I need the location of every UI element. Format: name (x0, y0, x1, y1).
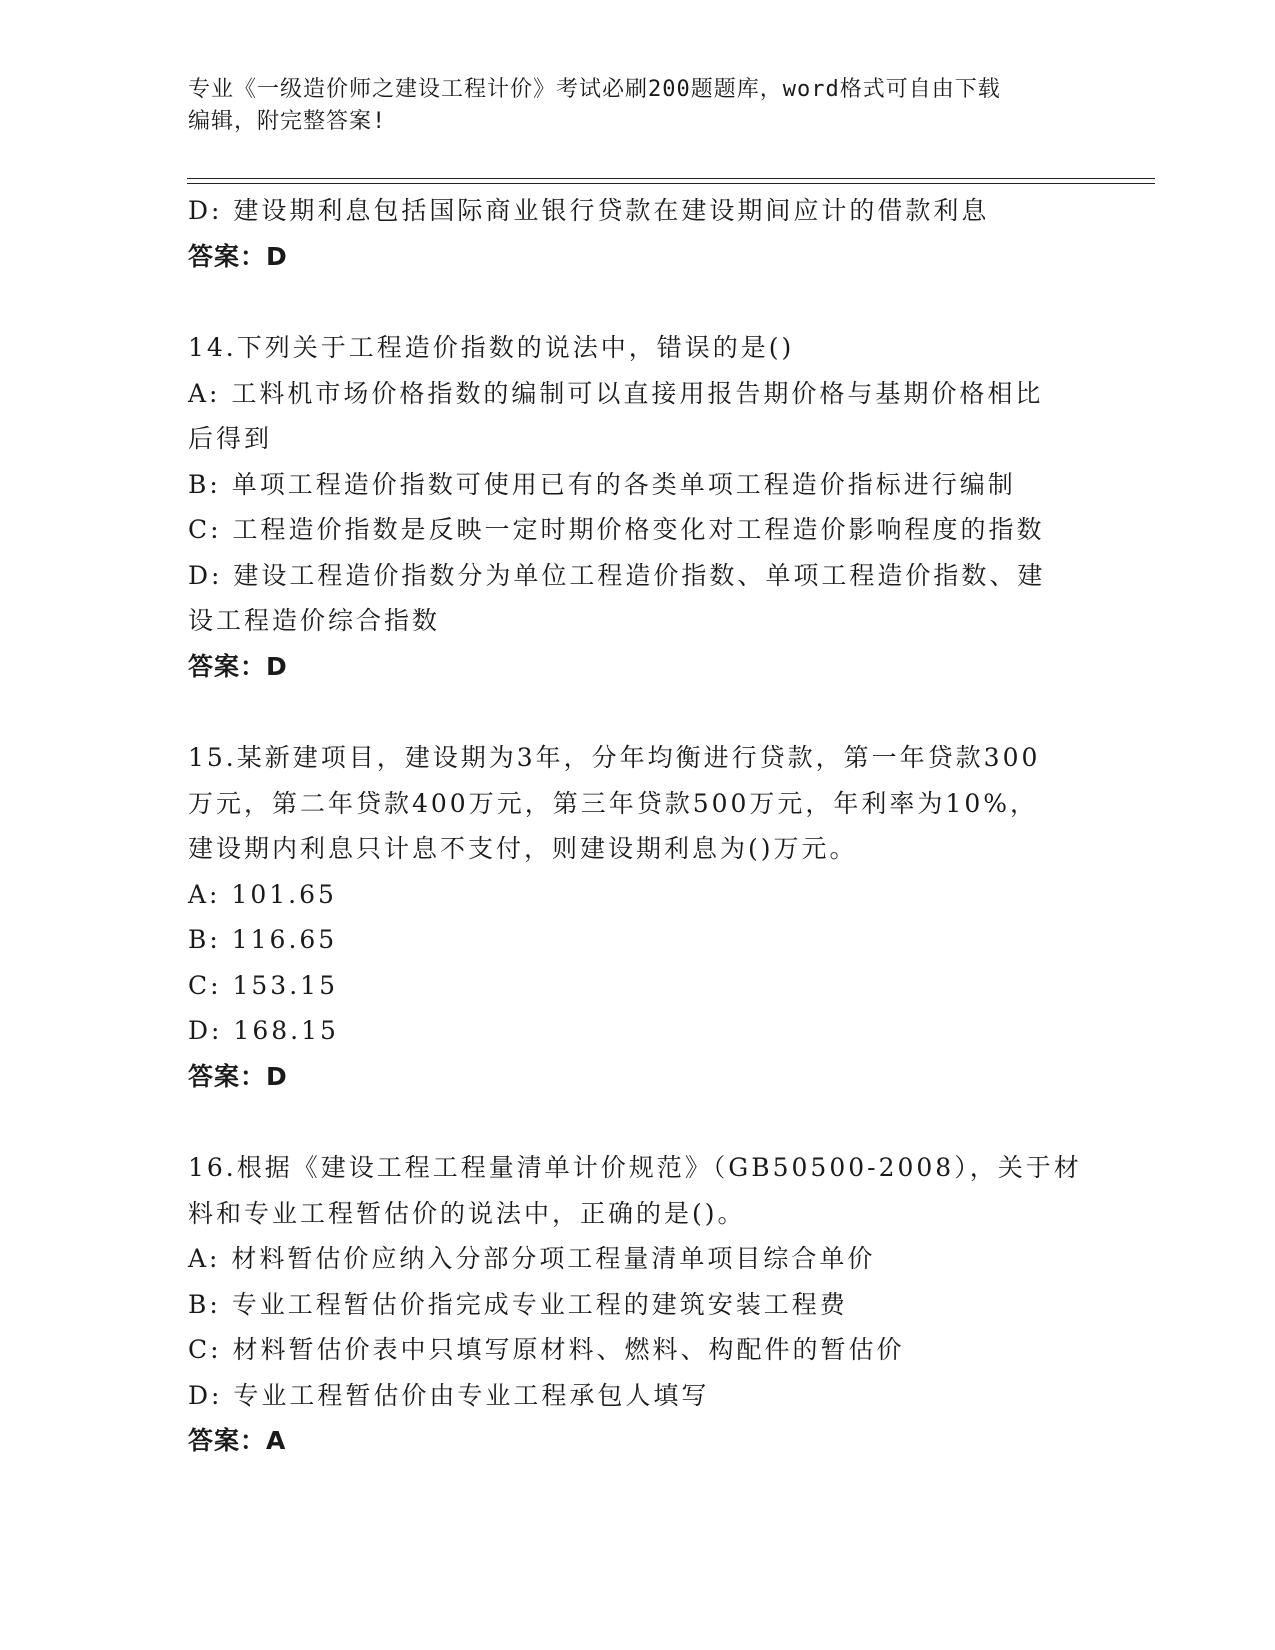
answer: 答案：A (188, 1426, 287, 1455)
question-14 (188, 325, 1088, 689)
option-d: D: 建设期利息包括国际商业银行贷款在建设期间应计的借款利息 (188, 196, 990, 225)
option-c: C: 153.15 (188, 970, 338, 1000)
answer: 答案：D (188, 1061, 288, 1091)
question-text-continued: 料和专业工程暂估价的说法中，正确的是()。 (188, 1198, 746, 1228)
spacer (188, 1099, 1088, 1145)
option-d: D: 168.15 (188, 1016, 339, 1045)
question-text: 15.某新建项目，建设期为3年，分年均衡进行贷款，第一年贷款300 (188, 743, 1041, 772)
option-d: D: 专业工程暂估价由专业工程承包人填写 (188, 1380, 710, 1410)
option-b: B: 专业工程暂估价指完成专业工程的建筑安装工程费 (188, 1289, 848, 1319)
option-d: D: 建设工程造价指数分为单位工程造价指数、单项工程造价指数、建 (188, 560, 1046, 590)
question-text: 16.根据《建设工程工程量清单计价规范》（GB50500-2008），关于材 (188, 1153, 1082, 1182)
option-d-continued: 设工程造价综合指数 (188, 606, 441, 635)
option-c: C: 工程造价指数是反映一定时期价格变化对工程造价影响程度的指数 (188, 515, 1045, 544)
question-text-continued: 建设期内利息只计息不支付，则建设期利息为()万元。 (188, 834, 858, 863)
header-divider-top (187, 178, 1155, 179)
document-body (188, 188, 1088, 1464)
option-a: A: 101.65 (188, 879, 337, 909)
spacer (188, 279, 1088, 325)
page-header (188, 74, 1088, 138)
answer: 答案：D (188, 651, 288, 681)
option-b: B: 单项工程造价指数可使用已有的各类单项工程造价指标进行编制 (188, 469, 1016, 499)
option-b: B: 116.65 (188, 925, 338, 954)
option-a: A: 工料机市场价格指数的编制可以直接用报告期价格与基期价格相比 (188, 378, 1044, 408)
question-15 (188, 735, 1088, 1099)
header-line-2: 编辑，附完整答案! (188, 109, 387, 134)
question-16 (188, 1145, 1088, 1464)
option-c: C: 材料暂估价表中只填写原材料、燃料、构配件的暂估价 (188, 1335, 905, 1364)
question-13-tail (188, 188, 1088, 279)
answer: 答案：D (188, 241, 288, 271)
option-a: A: 材料暂估价应纳入分部分项工程量清单项目综合单价 (188, 1244, 876, 1273)
option-a-continued: 后得到 (188, 424, 273, 453)
spacer (188, 689, 1088, 735)
header-line-1: 专业《一级造价师之建设工程计价》考试必刷200题题库，word格式可自由下载 (188, 77, 1001, 102)
header-divider-bottom (187, 183, 1155, 184)
question-text-continued: 万元，第二年贷款400万元，第三年贷款500万元，年利率为10%， (188, 788, 1039, 818)
question-text: 14.下列关于工程造价指数的说法中，错误的是() (188, 333, 795, 362)
